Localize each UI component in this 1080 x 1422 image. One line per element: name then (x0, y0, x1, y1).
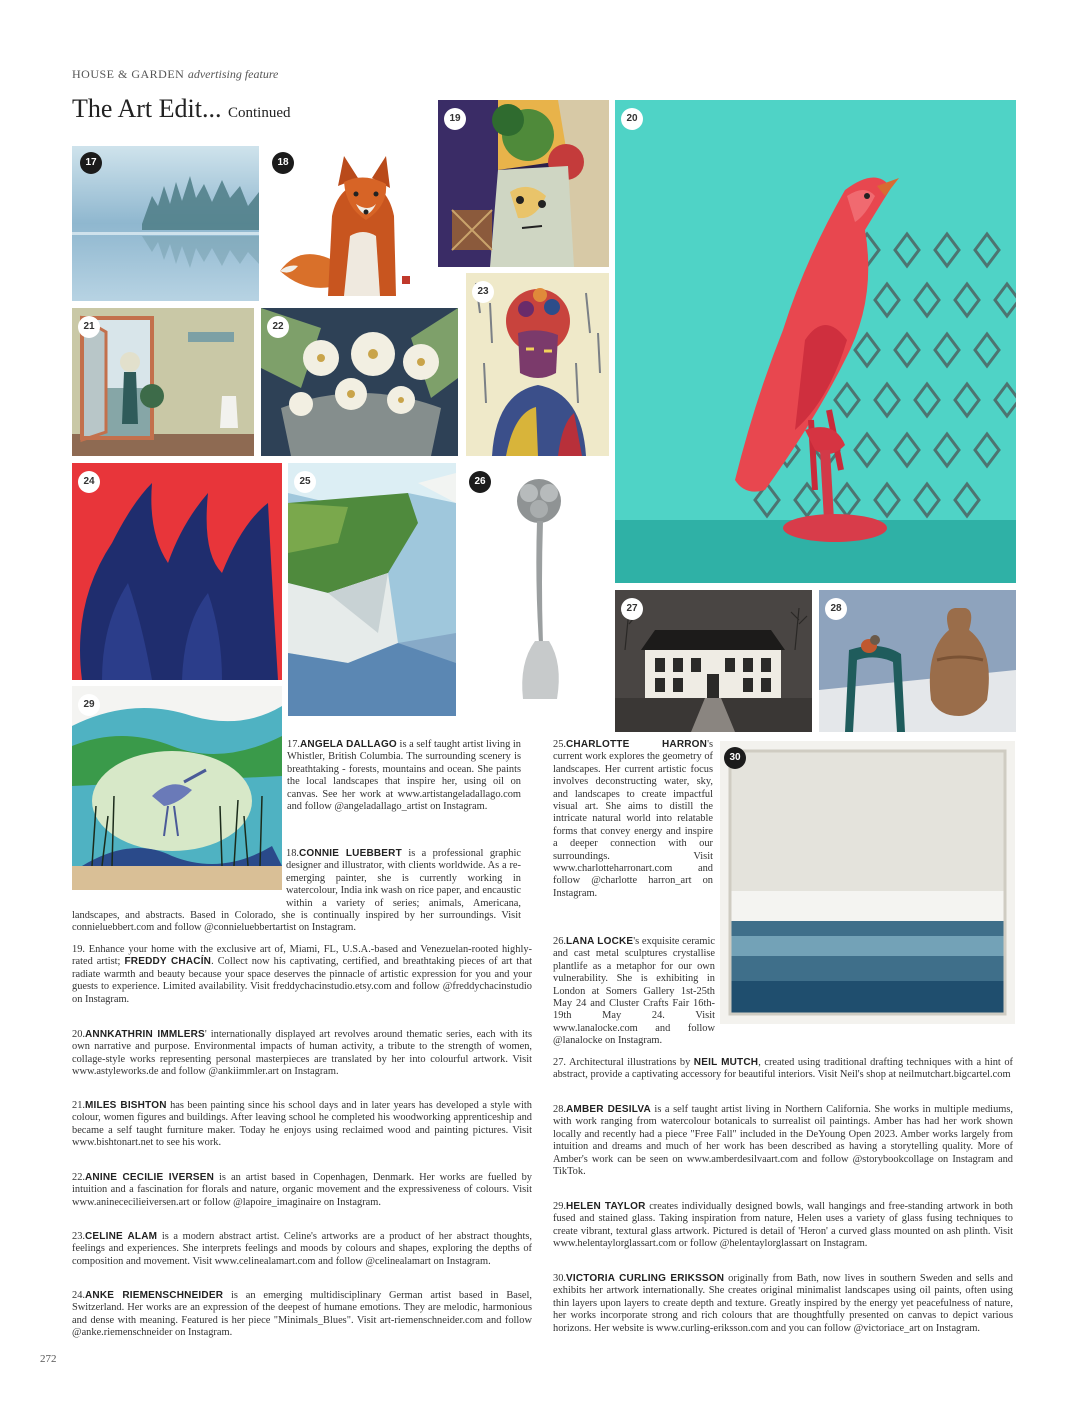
artwork-number-30: 30 (724, 747, 746, 769)
bio-24-num: 24. (72, 1290, 85, 1301)
bio-29-name: HELEN TAYLOR (566, 1201, 646, 1212)
bio-21-text: has been painting since his school days and in later years has developed a style with colour, women figures and buildings. After leaving school he completed his woodworking apprenticeship and became a self taught furniture maker. Today he enjoys using reclaimed wood and painting pictures. Visit www.bishtonart.net to see his work. (72, 1100, 532, 1149)
bio-20 (72, 1029, 532, 1079)
bio-22-num: 22. (72, 1172, 85, 1183)
bio-25 (553, 739, 713, 900)
artwork-number-25: 25 (294, 471, 316, 493)
robin-jug-painting (819, 590, 1016, 732)
page-number: 272 (40, 1353, 57, 1365)
artwork-number-22: 22 (267, 316, 289, 338)
metal-flower-sculpture (463, 463, 609, 706)
artwork-number-19: 19 (444, 108, 466, 130)
bio-17-num: 17. (287, 739, 300, 750)
artwork-number-21: 21 (78, 316, 100, 338)
abstract-woman-painting (466, 273, 609, 456)
room-window-painting (72, 308, 254, 456)
bio-19-pre: 19. Enhance your home with the exclusive art of, Miami, FL, U.S.A.-based and Venezuelan-rooted highly-rated artist; (72, 944, 532, 968)
red-bird-painting (615, 100, 1016, 583)
bio-30-text: originally from Bath, now lives in southern Sweden and sells and exhibits her artwork internationally. She creates original minimalist landscapes using oil paints, often using thin layers upon layers to create depth and texture. Greatly inspired by the energy yet peacefulness of nature, her works incorporate strong and rich colours that are thoughtfully presented on canvas to depict various horizons. Her website is www.curling-eriksson.com and you can follow @victoriace_art on Instagram. (553, 1273, 1013, 1334)
bio-23-num: 23. (72, 1231, 85, 1242)
artwork-number-20: 20 (621, 108, 643, 130)
page-title (72, 94, 290, 124)
artwork-number-28: 28 (825, 598, 847, 620)
bio-25-name: CHARLOTTE HARRON (566, 739, 708, 750)
bio-22-name: ANINE CECILIE IVERSEN (85, 1172, 215, 1183)
bio-20-num: 20. (72, 1029, 85, 1040)
title-main: The Art Edit... (72, 94, 222, 123)
bio-30-name: VICTORIA CURLING ERIKSSON (566, 1273, 725, 1284)
bio-23 (72, 1231, 532, 1268)
bio-26-num: 26. (553, 936, 566, 947)
bio-20-name: ANNKATHRIN IMMLERS (85, 1029, 205, 1040)
cliff-landscape-painting (288, 463, 456, 716)
bio-30-num: 30. (553, 1273, 566, 1284)
bio-26-name: LANA LOCKE (566, 936, 634, 947)
bio-23-name: CELINE ALAM (85, 1231, 158, 1242)
bio-27-pre: 27. Architectural illustrations by (553, 1057, 694, 1068)
bio-17-text: is a self taught artist living in Whistler, British Columbia. The surrounding scenery is breathtaking - forests, mountains and ocean. She paints the local landscapes that inspire her, using oil on canvas. See her work at www.artistangeladallago.com and follow @angeladallago_artist on Instagram. (287, 739, 522, 813)
manor-house-illustration (615, 590, 812, 732)
bio-28 (553, 1104, 1013, 1178)
bio-29-num: 29. (553, 1201, 566, 1212)
bio-30 (553, 1273, 1013, 1335)
bio-18-num: 18. (286, 848, 299, 859)
section-kicker (72, 67, 278, 82)
artwork-number-26: 26 (469, 471, 491, 493)
artwork-number-24: 24 (78, 471, 100, 493)
kicker-main: HOUSE & GARDEN (72, 67, 185, 81)
bio-21-name: MILES BISHTON (85, 1100, 167, 1111)
cubist-portrait-painting (438, 100, 609, 267)
white-flowers-painting (261, 308, 458, 456)
misty-lake-painting (72, 146, 259, 301)
title-continued: Continued (227, 105, 291, 121)
bio-29-text: creates individually designed bowls, wall hangings and free-standing artwork in both fused and stained glass. Taking inspiration from nature, Helen uses a variety of glass fusing techniques to create vibrant, textural glass artwork. Pictured is detail of 'Heron' a curved glass mounted on ash plinth. Visit www.helentaylorglassart.com or follow @helentaylorglassart on Instagram. (553, 1201, 1013, 1250)
bio-19 (72, 944, 532, 1006)
bio-17-name: ANGELA DALLAGO (300, 739, 397, 750)
artwork-number-17: 17 (80, 152, 102, 174)
bio-18-text: is a professional graphic designer and illustrator, with clients worldwide. As a re-emerging painter, she is currently working in watercolour, India ink wash on rice paper, and encaustic within a variety of series; animals, Americana, landscapes, and abstracts. Based in Colorado, she is continually inspired by her surroundings. Visit connieluebbert.com and follow @connieluebbertartist on Instagram. (72, 848, 521, 934)
bio-21 (72, 1100, 532, 1150)
bio-28-num: 28. (553, 1104, 566, 1115)
bio-23-text: is a modern abstract artist. Celine's artworks are a product of her abstract thoughts, feelings and experiences. She interprets feelings and moods by colours and shapes, exploring the depths of composition and movement. Visit www.celinealamart.com and follow @celinealamart on Instagram. (72, 1231, 532, 1267)
bio-24 (72, 1290, 532, 1340)
bio-20-text: ' internationally displayed art revolves around thematic series, each with its own narrative and purpose. Environmental impacts of human activity, a tribute to the strength of women, collage-style works representing personal masterpieces are translated by her into colourful artwork. Visit www.astyleworks.de and follow @ankiimmler.art on Instagram. (72, 1029, 532, 1078)
fox-painting (268, 146, 428, 301)
kicker-italic: advertising feature (187, 67, 279, 81)
bio-18-name: CONNIE LUEBBERT (299, 848, 402, 859)
artwork-number-27: 27 (621, 598, 643, 620)
bio-27 (553, 1057, 1013, 1082)
artwork-number-23: 23 (472, 281, 494, 303)
bio-26-text: 's exquisite ceramic and cast metal sculptures crystallise plantlife as a metaphor for our own vulnerability. She is exhibiting in London at Somers Gallery 1st-25th May 24 and Cluster Crafts Fair 16th-19th May 24. Visit www.lanalocke.com and follow @lanalocke on Instagram. (553, 936, 715, 1047)
bio-27-name: NEIL MUTCH (693, 1057, 759, 1068)
bio-24-name: ANKE RIEMENSCHNEIDER (85, 1290, 224, 1301)
bio-26 (553, 936, 1013, 1048)
bio-22-text: is an artist based in Copenhagen, Denmark. Her works are fuelled by intuition and a fascination for florals and nature, organic movement and the expressiveness of colours. Visit www.aninececilieiversen.art or follow @lapoire_imaginaire on Instagram. (72, 1172, 532, 1208)
bio-28-text: is a self taught artist living in Northern California. She works in multiple mediums, with work ranging from watercolour botanicals to surrealist oil paintings. Amber has had her work shown locally and recently had a piece "Free Fall" included in the DeYoung Open 2023. Amber works largely from intuition and dreams and much of her work has been described as having a storytelling quality. More of Amber's work can be seen on www.amberdesilvaart.com and follow @storybookcollage on Instagram and TikTok. (553, 1104, 1013, 1178)
bio-25-text: 's current work explores the geometry of landscapes. Her current artistic focus involves deconstructing water, sky, and landscapes to create impactful visual art. She aims to distill the intricate natural world into relatable forms that convey energy and inspire a deeper connection with our surroundings. Visit www.charlotteharronart.com and follow @charlotte harron_art on Instagram. (553, 739, 713, 899)
artwork-number-29: 29 (78, 694, 100, 716)
bio-28-name: AMBER DESILVA (566, 1104, 651, 1115)
bio-19-name: FREDDY CHACÍN (124, 956, 212, 968)
artwork-number-18: 18 (272, 152, 294, 174)
blue-flames-painting (72, 463, 282, 680)
bio-29 (553, 1201, 1013, 1251)
bio-24-text: is an emerging multidisciplinary German artist based in Basel, Switzerland. Her works are an expression of the deepest of humane emotions. They are melodic, harmonious and dense with meaning. Featured is her piece "Minimals_Blues". Visit art-riemenschneider.com and follow @anke.riemenschneider on Instagram. (72, 1290, 533, 1339)
bio-22 (72, 1172, 532, 1209)
bio-18 (72, 848, 521, 935)
bio-27-text: , created using traditional drafting techniques with a hint of abstract, provide a captivating accessory for beautiful interiors. Visit Neil's shop at neilmutchart.bigcartel.com (553, 1057, 1014, 1081)
bio-17 (287, 739, 521, 813)
bio-21-num: 21. (72, 1100, 85, 1111)
bio-19-text: . Collect now his captivating, certified, and breathtaking pieces of art that radiate warmth and beauty because your space deserves the pinnacle of artistic expression for you and your guests to experience. Limited availability. Visit freddychacinstudio.etsy.com and follow @freddychacinstudio on Instagram. (72, 956, 532, 1005)
bio-25-num: 25. (553, 739, 566, 750)
